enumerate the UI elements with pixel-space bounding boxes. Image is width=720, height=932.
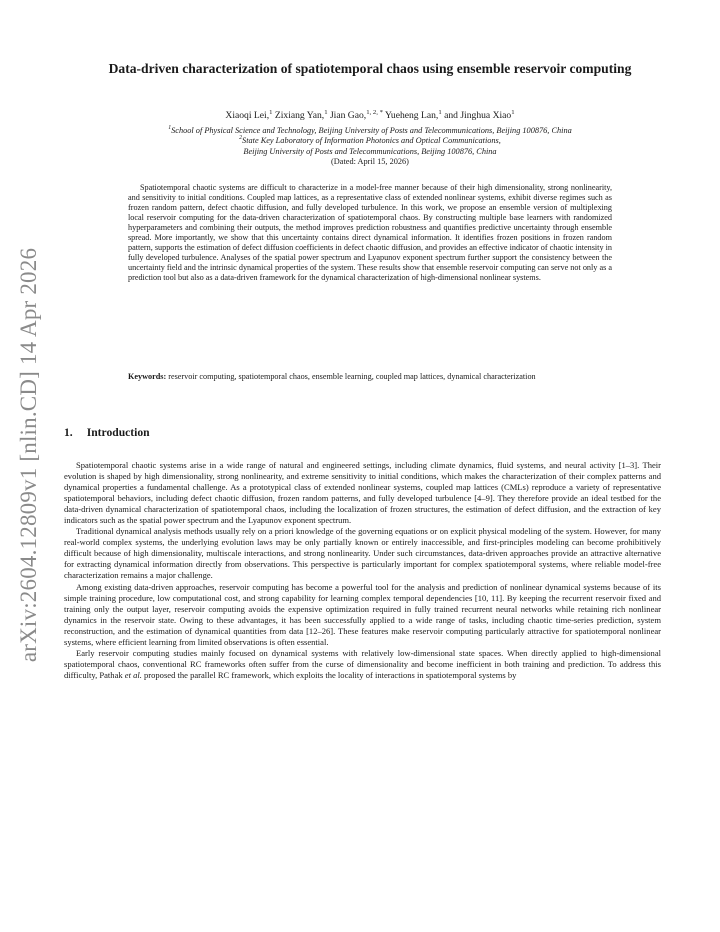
author: Zixiang Yan,$^1$ (274, 108, 328, 121)
keywords-text: reservoir computing, spatiotemporal chaos, ensemble learning, coupled map lattices, dynamical characterization (168, 372, 536, 381)
affiliation-line: $^1$School of Physical Science and Technology, Beijing University of Posts and Telecommunications, Beijing 100876, China (168, 125, 572, 135)
affiliation-line: Beijing University of Posts and Telecommunications, Beijing 100876, China (243, 146, 497, 156)
body-paragraph: Among existing data-driven approaches, reservoir computing has become a powerful tool for the analysis and prediction of nonlinear dynamical systems because of its simple training procedure, low computational cost, and strong capability for learning complex temporal dependencies [10, 11]. By keeping the recurrent reservoir fixed and training only the output layer, reservoir computing avoids the expensive optimization required in fully trained recurrent neural networks while retaining rich nonlinear dynamics in the reservoir state. Owing to these advantages, it has been successfully applied to a wide range of tasks, including chaotic time-series prediction, system reconstruction, and the estimation of dynamical quantities from data [12–26]. These features make reservoir computing particularly attractive for spatiotemporal nonlinear systems, where efficient learning from limited observations is often essential. (64, 581, 661, 647)
keywords (128, 372, 612, 382)
author: Jian Gao,$^{1, 2, *}$ (329, 108, 383, 121)
author-list (60, 110, 680, 122)
introduction-body (64, 460, 661, 681)
body-paragraph: Early reservoir computing studies mainly focused on dynamical systems with relatively low-dimensional state spaces. When directly applied to high-dimensional spatiotemporal chaos, conventional RC frameworks often suffer from the curse of dimensionality and become inefficient in both training and prediction. To address this difficulty, Pathak et al. proposed the parallel RC framework, which exploits the locality of interactions in spatiotemporal systems by (64, 647, 661, 680)
date-line: (Dated: April 15, 2026) (331, 157, 409, 167)
author: and Jinghua Xiao$^1$ (444, 108, 515, 121)
section-number: 1. (64, 426, 73, 439)
arxiv-identifier-stamp (9, 245, 49, 665)
affiliation-line: $^2$State Key Laboratory of Information Photonics and Optical Communications, (239, 135, 501, 146)
paper-title: Data-driven characterization of spatiotemporal chaos using ensemble reservoir computing (108, 61, 632, 76)
affiliations (60, 126, 680, 168)
author: Xiaoqi Lei,$^1$ (225, 108, 273, 121)
author: Yueheng Lan,$^1$ (385, 108, 442, 121)
body-paragraph: Spatiotemporal chaotic systems arise in a wide range of natural and engineered settings, including climate dynamics, fluid systems, and neural activity [1–3]. Their evolution is shaped by high dimensionality, strong nonlinearity, and extreme sensitivity to initial conditions, which makes the characterization of their complex patterns and dynamical properties a fundamental challenge. As a prototypical class of extended nonlinear systems, coupled map lattices (CMLs) reproduce a variety of representative spatiotemporal behaviors, including defect chaotic diffusion, frozen random patterns, and fully developed turbulence [4–9]. They therefore provide an ideal testbed for the data-driven dynamical characterization of spatiotemporal chaos, including the localization of frozen structures, the estimation of defect diffusion, and the extraction of key indicators such as the spatial power spectrum and the Lyapunov exponent spectrum. (64, 460, 661, 526)
section-heading (64, 426, 150, 440)
arxiv-stamp-text: arXiv:2604.12809v1 [nlin.CD] 14 Apr 2026 (16, 247, 41, 663)
keywords-label: Keywords: (128, 372, 167, 381)
body-paragraph: Traditional dynamical analysis methods usually rely on a priori knowledge of the governing equations or on explicit physical modeling of the system. However, for many real-world complex systems, the underlying evolution laws may be only partially known or entirely inaccessible, and first-principles modeling can become prohibitively difficult because of high dimensionality, multiscale interactions, and strong nonlinearity. Under such circumstances, data-driven approaches provide an attractive alternative for extracting dynamical information directly from observations. This perspective is particularly important for complex spatiotemporal systems, where reliable model-free characterization remains a major challenge. (64, 526, 661, 581)
section-title: Introduction (86, 426, 150, 439)
abstract: Spatiotemporal chaotic systems are difficult to characterize in a model-free manner because of their high dimensionality, strong nonlinearity, and sensitivity to initial conditions. Coupled map lattices, as a representative class of extended nonlinear systems, exhibit diverse regimes such as frozen random pattern, defect chaotic diffusion, and fully developed turbulence. In this work, we propose an ensemble version of multiplexing local reservoir computing for the data-driven characterization of spatiotemporal chaos. By constructing multiple base learners with randomized hyperparameters and combining their outputs, the method improves prediction robustness and quantifies predictive uncertainty through ensemble spread. More importantly, we show that this uncertainty contains direct dynamical information. It identifies frozen positions in frozen random pattern, supports the estimation of defect diffusion coefficients in defect chaotic diffusion, and provides an effective indicator of chaotic intensity in fully developed turbulence. Analyses of the spatial power spectrum and Lyapunov exponent spectrum further support the consistency between the uncertainty field and the intrinsic dynamical properties of the system. These results show that ensemble reservoir computing can serve not only as a prediction tool but also as a data-driven framework for the dynamical characterization of high-dimensional nonlinear systems. (128, 183, 612, 282)
